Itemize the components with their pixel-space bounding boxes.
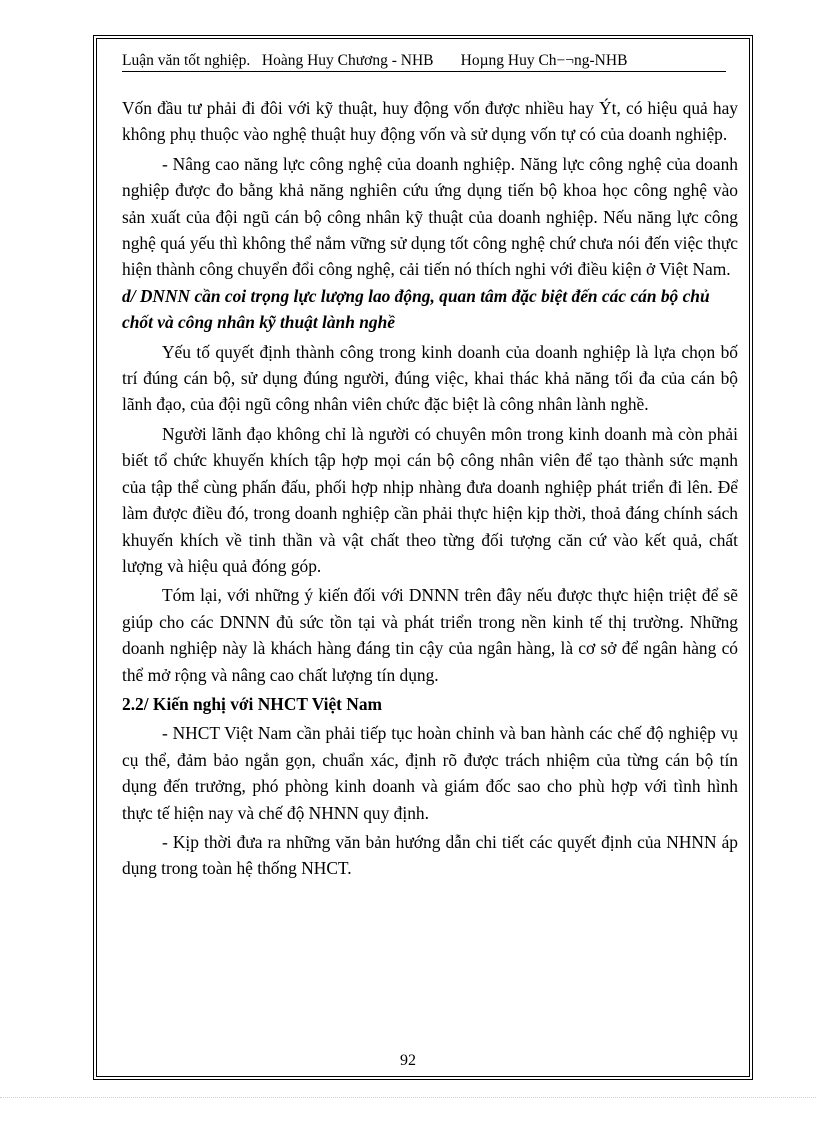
header-author: Hoàng Huy Chương - NHB	[261, 52, 434, 69]
paragraph-summary: Tóm lại, với những ý kiến đối với DNNN trên đây nếu được thực hiện triệt để sẽ giúp cho các DNNN đủ sức tồn tại và phát triển trong nền kinh tế thị trường. Những doanh nghiệp này là khách hàng đáng tin cậy của ngân hàng, là cơ sở để ngân hàng có thể mở rộng và nâng cao chất lượng tín dụng.	[122, 585, 738, 685]
paragraph-technology: - Nâng cao năng lực công nghệ của doanh nghiệp. Năng lực công nghệ của doanh nghiệp được đo bằng khả năng nghiên cứu ứng dụng tiến bộ khoa học công nghệ vào sản xuất của đội ngũ cán bộ công nhân kỹ thuật của doanh nghiệp. Nếu năng lực công nghệ quá yếu thì không thể nắm vững sử dụng tốt công nghệ chứ chưa nói đến việc thực hiện thành công chuyển đổi công nghệ, cải tiến nó thích nghi với điều kiện ở Việt Nam.	[122, 153, 738, 280]
page-body	[122, 95, 738, 882]
page-edge-divider	[0, 1097, 816, 1098]
paragraph-regulations: - NHCT Việt Nam cần phải tiếp tục hoàn chỉnh và ban hành các chế độ nghiệp vụ cụ thể, đảm bảo ngắn gọn, chuẩn xác, định rõ được trách nhiệm của từng cán bộ tín dụng đến trưởng, phó phòng kinh doanh và giám đốc sao cho phù hợp với tình hình thực tế hiện nay và chế độ NHNN quy định.	[122, 723, 738, 823]
subheading-labor: d/ DNNN cần coi trọng lực lượng lao động, quan tâm đặc biệt đến các cán bộ chủ chốt và công nhân kỹ thuật lành nghề	[122, 285, 710, 333]
running-header	[122, 52, 726, 72]
header-author-garbled: Hoµng Huy Ch−¬ng-NHB	[460, 52, 628, 69]
header-thesis-label: Luận văn tốt nghiệp.	[122, 52, 251, 69]
paragraph-leadership: Người lãnh đạo không chỉ là người có chuyên môn trong kinh doanh mà còn phải biết tổ chức khuyến khích tập hợp mọi cán bộ công nhân viên để tạo thành sức mạnh của tập thể cùng phấn đấu, phối hợp nhịp nhàng đưa doanh nghiệp phát triển đi lên. Để làm được điều đó, trong doanh nghiệp cần phải thực hiện kịp thời, thoả đáng chính sách khuyến khích về tinh thần và vật chất theo từng đối tượng căn cứ vào kết quả, chất lượng và hiệu quả đóng góp.	[122, 423, 738, 576]
paragraph-decisive-factor: Yếu tố quyết định thành công trong kinh doanh của doanh nghiệp là lựa chọn bố trí đúng cán bộ, sử dụng đúng người, đúng việc, khai thác khả năng tối đa của cán bộ lãnh đạo, của đội ngũ công nhân viên chức đặc biệt là công nhân lành nghề.	[122, 341, 738, 415]
paragraph-guidance: - Kịp thời đưa ra những văn bản hướng dẫn chi tiết các quyết định của NHNN áp dụng trong toàn hệ thống NHCT.	[122, 831, 738, 879]
page-number: 92	[400, 1052, 416, 1069]
section-heading-recommendations: 2.2/ Kiến nghị với NHCT Việt Nam	[122, 693, 383, 714]
paragraph-capital: Vốn đầu tư phải đi đôi với kỹ thuật, huy động vốn được nhiều hay Ýt, có hiệu quả hay không phụ thuộc vào nghệ thuật huy động vốn và sử dụng vốn tự có của doanh nghiệp.	[122, 98, 738, 145]
